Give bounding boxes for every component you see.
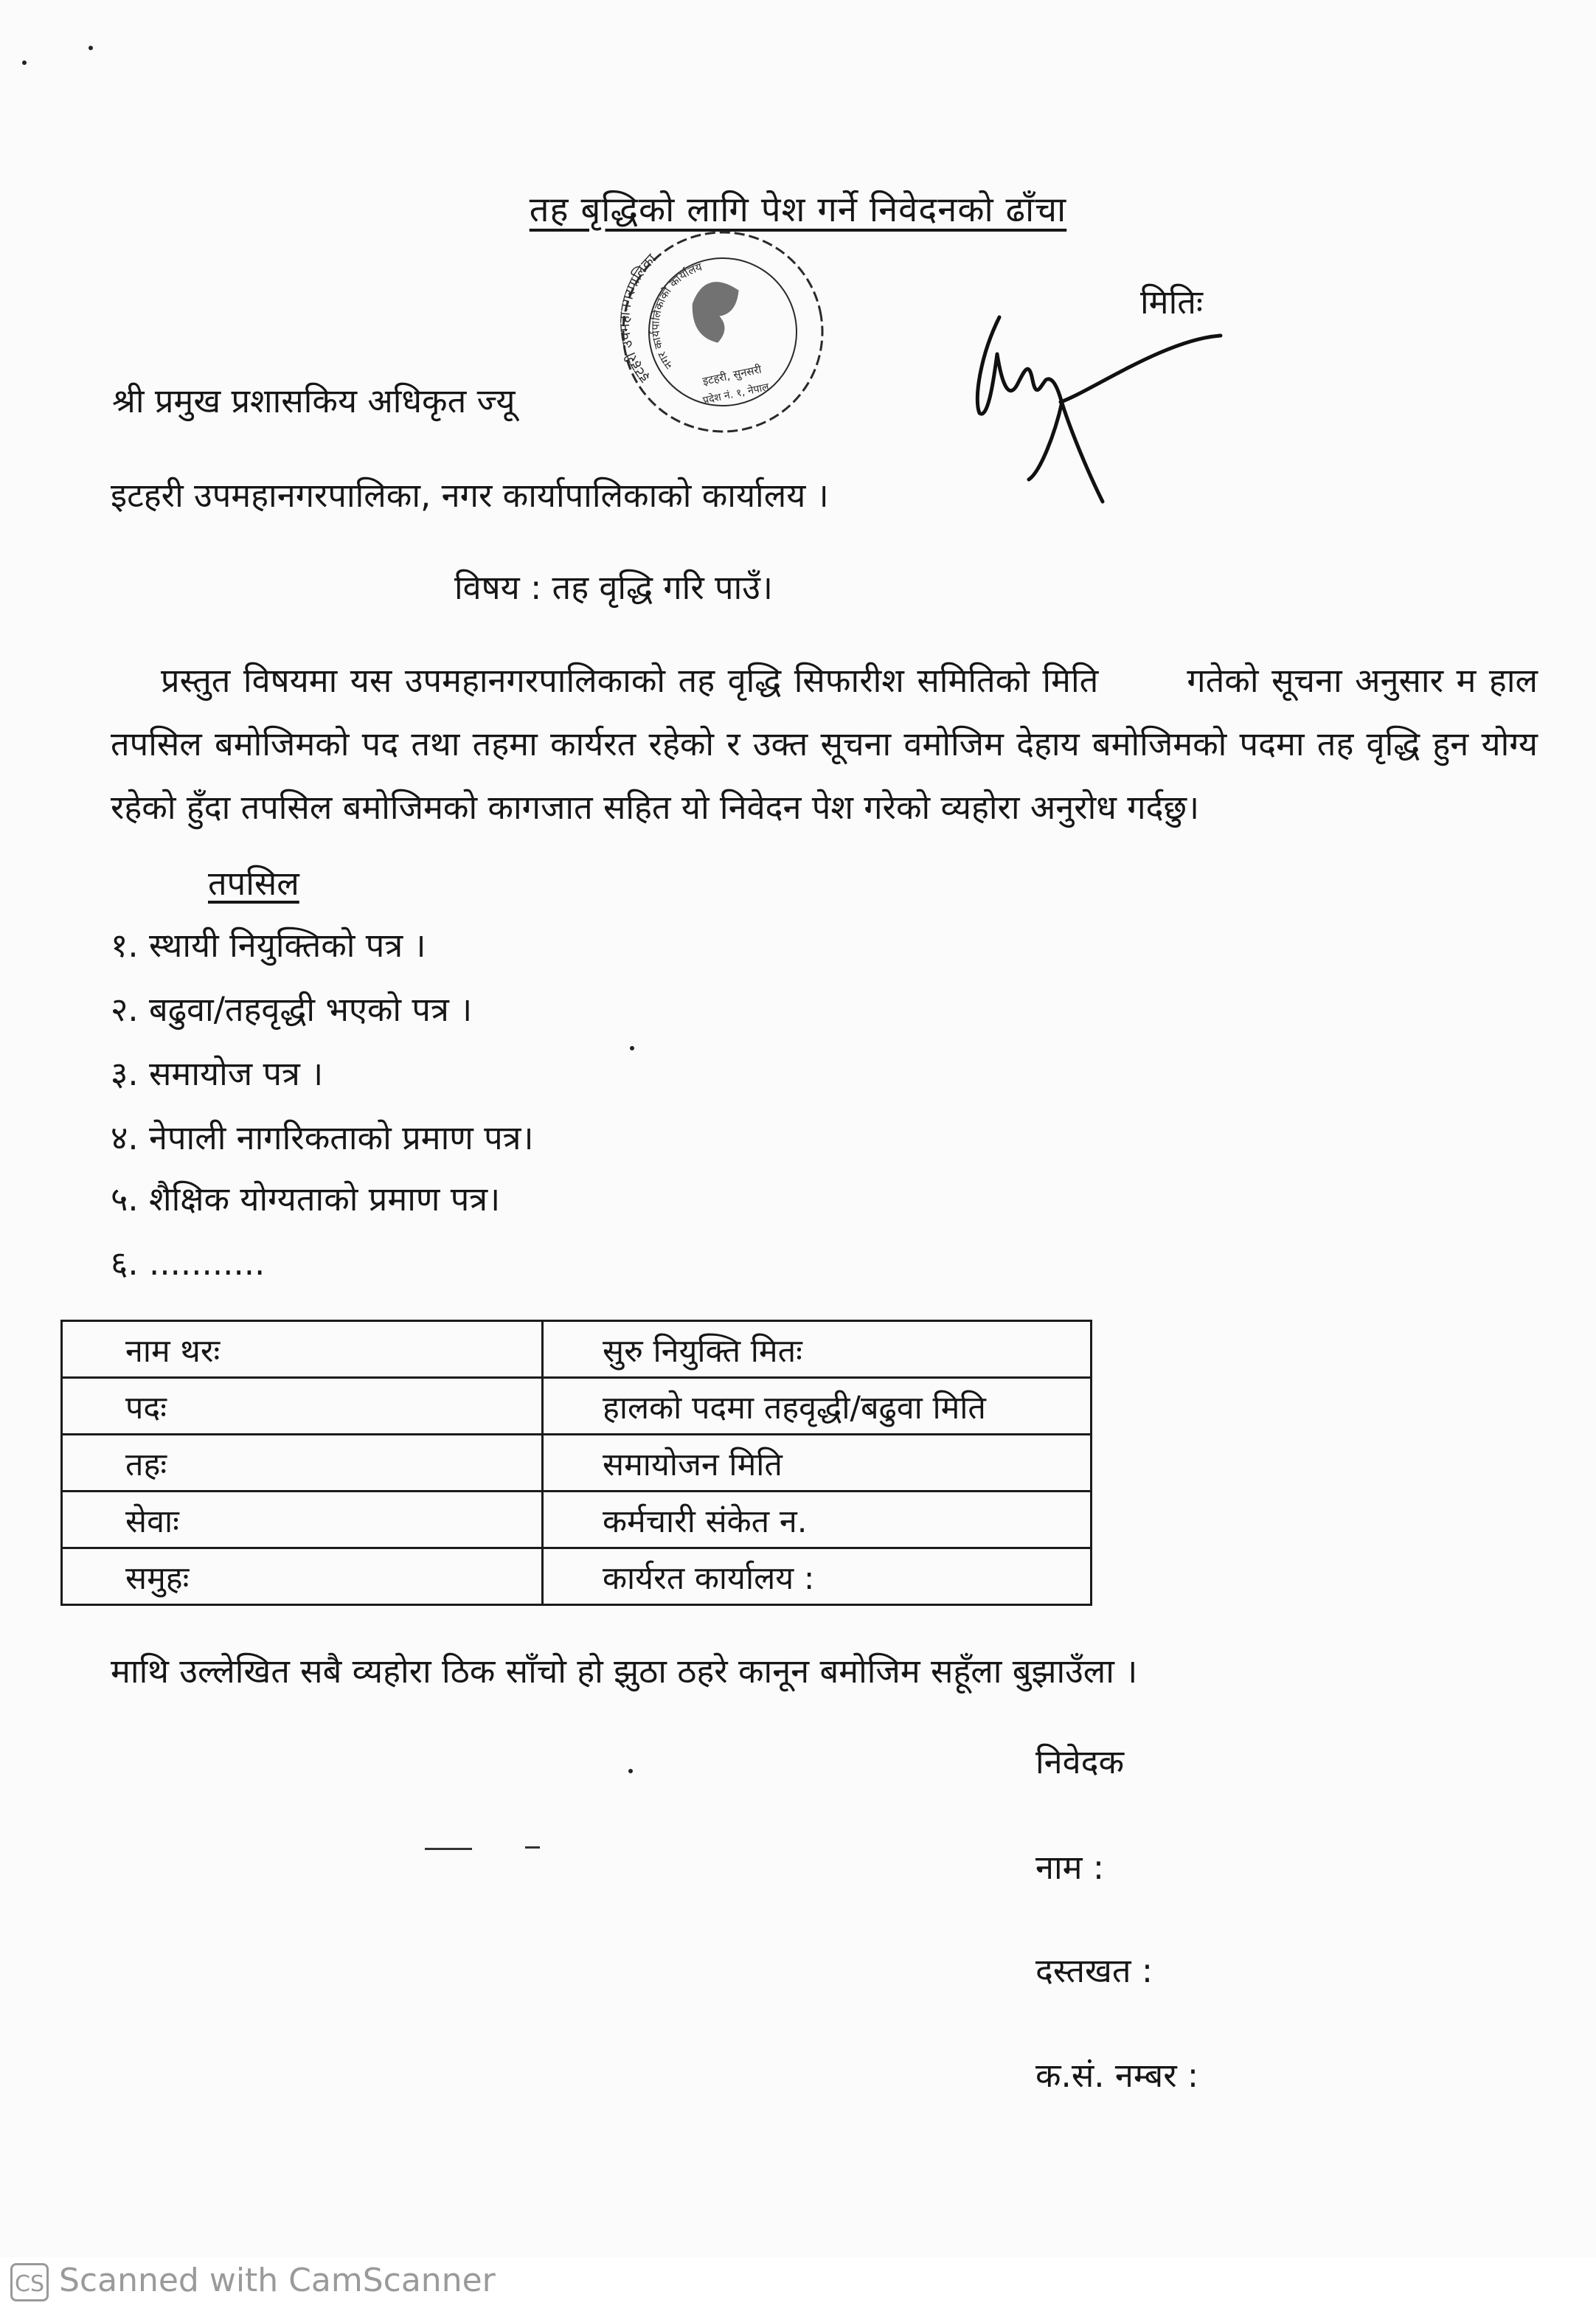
scan-mark <box>525 1846 540 1849</box>
table-cell-appointment-date: सुरु नियुक्ति मितः <box>543 1321 1092 1378</box>
table-cell-post: पदः <box>62 1378 543 1435</box>
table-cell-promotion-date: हालको पदमा तहवृद्धी/बढुवा मिति <box>543 1378 1092 1435</box>
scan-speck <box>89 46 93 50</box>
table-row <box>62 1435 1092 1492</box>
table-cell-adjustment-date: समायोजन मिति <box>543 1435 1092 1492</box>
body-text-part2: गतेको सूचना अनुसार म हाल तपसिल बमोजिमको पद तथा तहमा कार्यरत रहेको र उक्त सूचना वमोजिम देहाय बमोजिमको पदमा तह वृद्धि हुन योग्य रहेको हुँदा तपसिल बमोजिमको कागजात सहित यो निवेदन पेश गरेको व्यहोरा अनुरोध गर्दछु। <box>111 661 1538 827</box>
table-row <box>62 1378 1092 1435</box>
applicant-serial-label: क.सं. नम्बर : <box>1035 2056 1199 2095</box>
scan-speck <box>630 1046 634 1050</box>
stamp-text-city: इटहरी, सुनसरी <box>701 362 763 388</box>
scan-mark <box>425 1848 472 1850</box>
table-cell-employee-code: कर्मचारी संकेत न. <box>543 1492 1092 1548</box>
table-row <box>62 1321 1092 1378</box>
scan-speck <box>22 60 27 65</box>
stamp-text-inner: नगर कार्यपालिकाको कार्यालय <box>648 260 704 372</box>
applicant-signature-label: दस्तखत : <box>1035 1951 1153 1990</box>
camscanner-logo-icon: CS <box>10 2263 49 2301</box>
body-text-part1: प्रस्तुत विषयमा यस उपमहानगरपालिकाको तह वृद्धि सिफारीश समितिको मिति <box>161 661 1099 700</box>
annex-item: ३. समायोज पत्र । <box>111 1054 324 1093</box>
table-cell-group: समुहः <box>62 1548 543 1605</box>
table-cell-office: कार्यरत कार्यालय : <box>543 1548 1092 1605</box>
stamp-text-province: प्रदेश नं. १, नेपाल <box>701 381 771 407</box>
handwritten-signature <box>959 310 1239 531</box>
table-row <box>62 1548 1092 1605</box>
document-title: तह बृद्धिको लागि पेश गर्ने निवेदनको ढाँचा <box>529 190 1067 230</box>
subject-line: विषय : तह वृद्धि गरि पाउँ। <box>454 568 773 607</box>
table-cell-level: तहः <box>62 1435 543 1492</box>
applicant-name-label: नाम : <box>1035 1848 1105 1887</box>
body-paragraph <box>111 649 1538 839</box>
svg-text:इटहरी उपमहानगरपालिका <box>612 249 684 388</box>
date-label: मितिः <box>1140 283 1203 322</box>
scanner-watermark-text: Scanned with CamScanner <box>59 2262 496 2299</box>
annex-heading: तपसिल <box>208 864 299 903</box>
annex-item: ५. शैक्षिक योग्यताको प्रमाण पत्र। <box>111 1179 501 1219</box>
table-row <box>62 1492 1092 1548</box>
stamp-text-outer: इटहरी उपमहानगरपालिका <box>616 250 660 386</box>
table-cell-service: सेवाः <box>62 1492 543 1548</box>
annex-item: २. बढुवा/तहवृद्धी भएको पत्र । <box>111 990 473 1029</box>
table-cell-name: नाम थरः <box>62 1321 543 1378</box>
scan-speck <box>628 1769 633 1773</box>
employee-info-table <box>60 1320 1092 1606</box>
annex-item: ६. ........... <box>111 1244 266 1283</box>
addressee-line1: श्री प्रमुख प्रशासकिय अधिकृत ज्यू <box>112 381 516 420</box>
official-stamp <box>612 221 833 443</box>
annex-item: ४. नेपाली नागरिकताको प्रमाण पत्र। <box>111 1118 534 1157</box>
declaration-text: माथि उल्लेखित सबै व्यहोरा ठिक साँचो हो झुठा ठहरे कानून बमोजिम सहूँला बुझाउँला । <box>111 1652 1138 1691</box>
annex-item: १. स्थायी नियुक्तिको पत्र । <box>111 926 426 965</box>
addressee-line2: इटहरी उपमहानगरपालिका, नगर कार्यापालिकाको कार्यालय । <box>111 476 829 515</box>
applicant-heading: निवेदक <box>1035 1742 1125 1781</box>
